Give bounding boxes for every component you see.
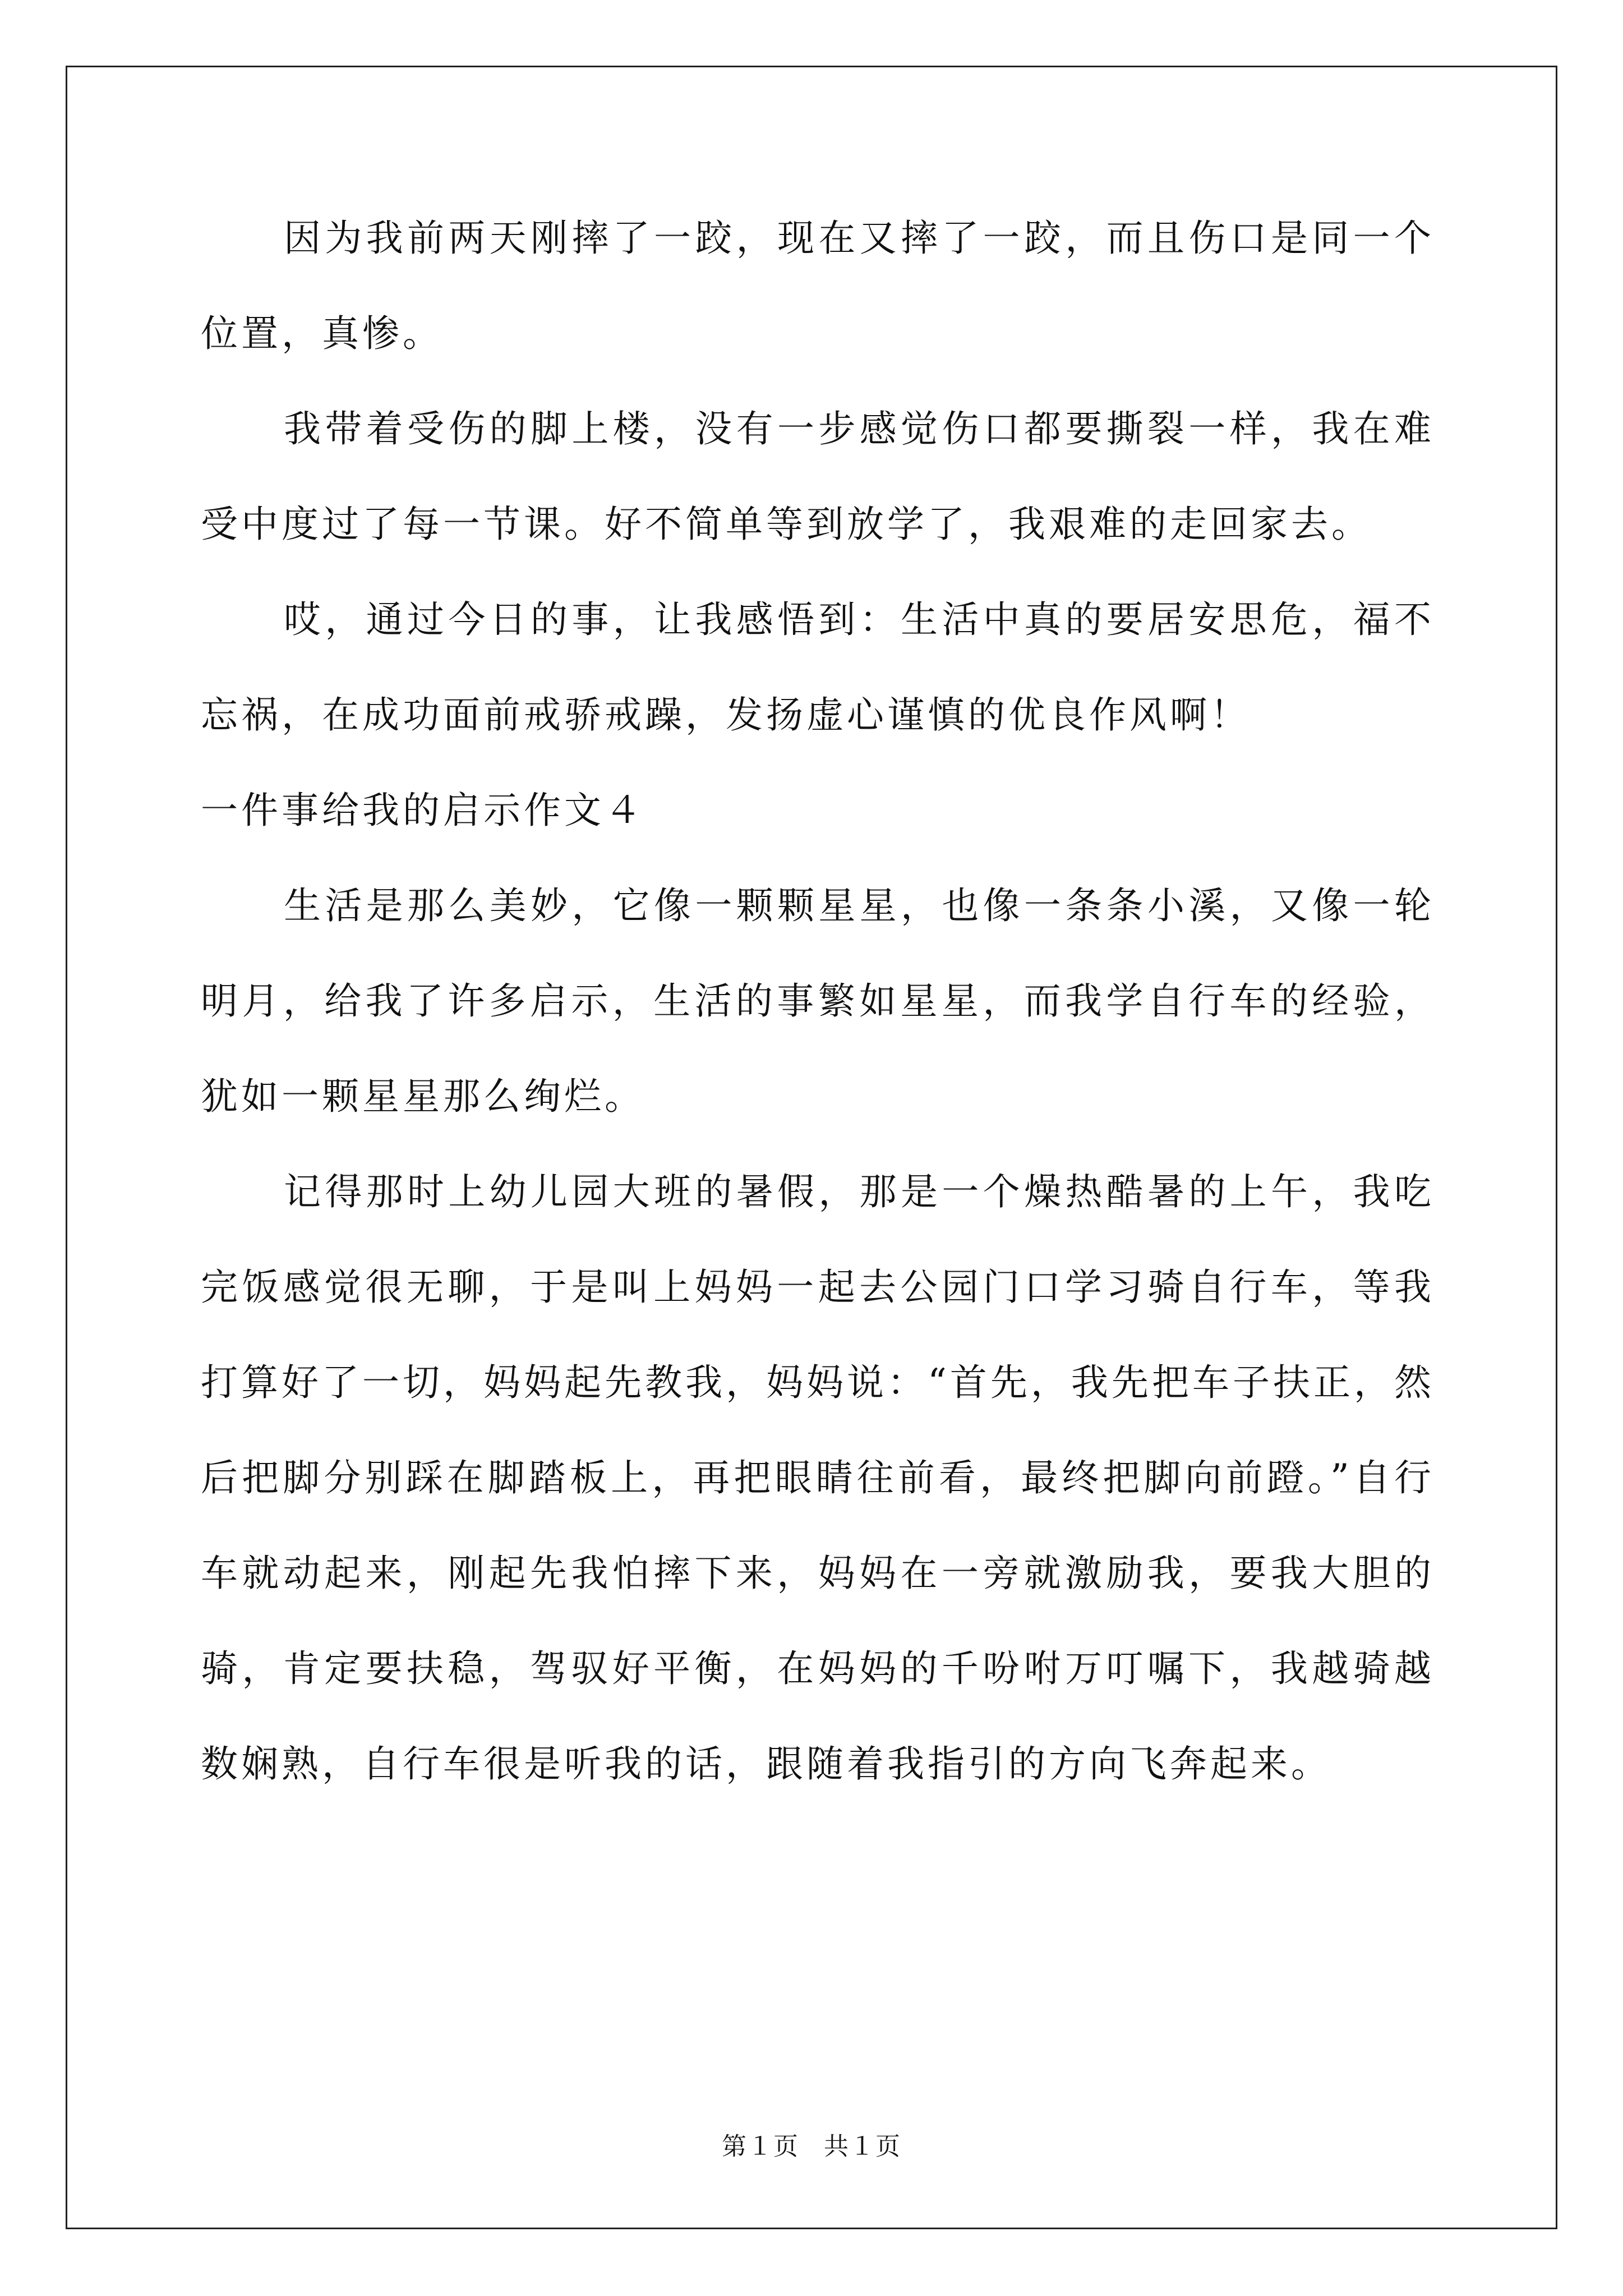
page-number-current: 第１页 xyxy=(722,2132,799,2161)
page-footer xyxy=(0,2126,1623,2162)
paragraph-1: 因为我前两天刚摔了一跤，现在又摔了一跤，而且伤口是同一个位置，真惨。 xyxy=(201,217,1435,355)
paragraph-4: 生活是那么美妙，它像一颗颗星星，也像一条条小溪，又像一轮明月，给我了许多启示，生活的事繁如星星，而我学自行车的经验，犹如一颗星星那么绚烂。 xyxy=(201,884,1435,1118)
page-number-total: 共１页 xyxy=(824,2132,901,2161)
paragraph-3: 哎，通过今日的事，让我感悟到：生活中真的要居安思危，福不忘祸，在成功面前戒骄戒躁，发扬虚心谨慎的优良作风啊！ xyxy=(201,598,1435,737)
section-heading: 一件事给我的启示作文４ xyxy=(201,789,645,832)
document-body xyxy=(201,191,1435,1812)
paragraph-5: 记得那时上幼儿园大班的暑假，那是一个燥热酷暑的上午，我吃完饭感觉很无聊，于是叫上妈妈一起去公园门口学习骑自行车，等我打算好了一切，妈妈起先教我，妈妈说：“首先，我先把车子扶正，然后把脚分别踩在脚踏板上，再把眼睛往前看，最终把脚向前蹬。”自行车就动起来，刚起先我怕摔下来，妈妈在一旁就激励我，要我大胆的骑，肯定要扶稳，驾驭好平衡，在妈妈的千吩咐万叮嘱下，我越骑越数娴熟，自行车很是听我的话，跟随着我指引的方向飞奔起来。 xyxy=(201,1170,1435,1786)
paragraph-2: 我带着受伤的脚上楼，没有一步感觉伤口都要撕裂一样，我在难受中度过了每一节课。好不简单等到放学了，我艰难的走回家去。 xyxy=(201,407,1435,546)
